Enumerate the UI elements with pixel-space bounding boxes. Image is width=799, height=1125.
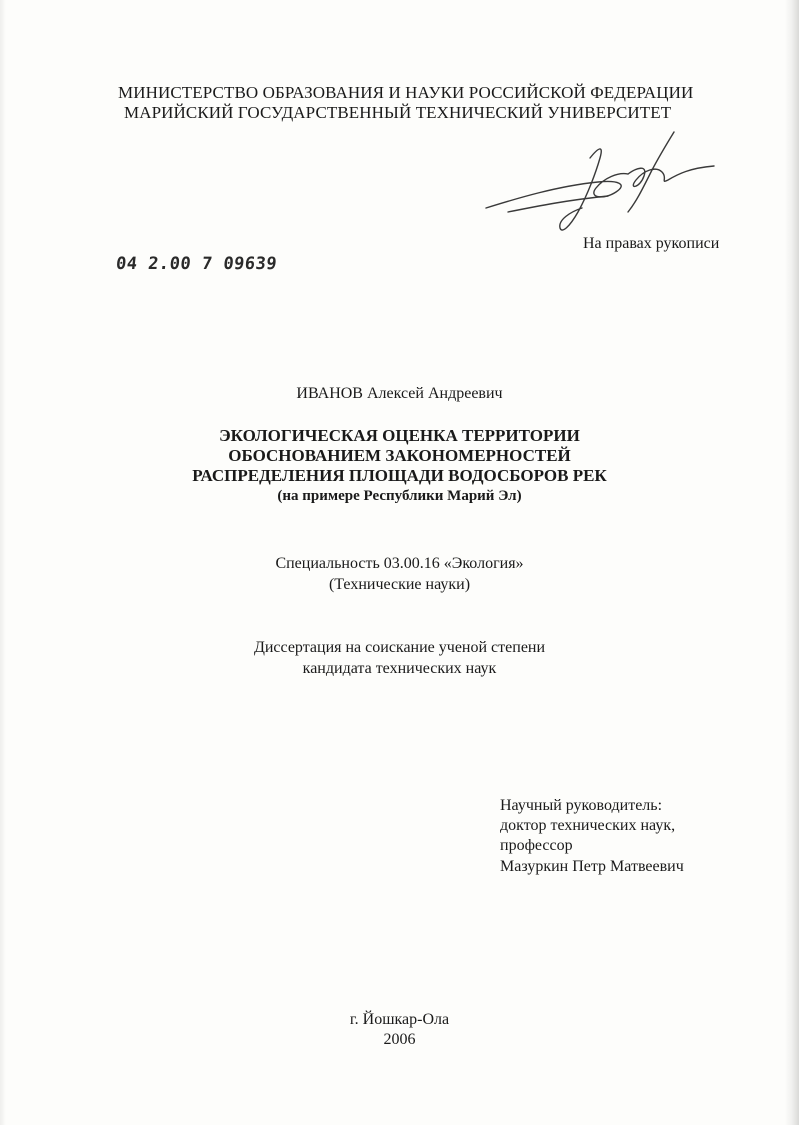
ministry-heading: МИНИСТЕРСТВО ОБРАЗОВАНИЯ И НАУКИ РОССИЙСКОЙ ФЕДЕРАЦИИ: [118, 83, 694, 102]
city: г. Йошкар-Ола: [349, 1011, 450, 1028]
supervisor-degree: доктор технических наук,: [500, 817, 676, 834]
year: 2006: [383, 1031, 416, 1048]
dissertation-purpose: Диссертация на соискание ученой степени: [253, 639, 546, 656]
dissertation-degree: кандидата технических наук: [302, 660, 497, 677]
supervisor-label: Научный руководитель:: [500, 797, 663, 814]
author-name: ИВАНОВ Алексей Андреевич: [296, 385, 503, 402]
handwritten-signature: [478, 128, 728, 240]
registration-stamp-number: 04 2.00 7 09639: [114, 254, 279, 274]
title-line-1: ЭКОЛОГИЧЕСКАЯ ОЦЕНКА ТЕРРИТОРИИ: [219, 426, 580, 445]
title-subtitle: (на примере Республики Марий Эл): [277, 488, 522, 504]
university-heading: МАРИЙСКИЙ ГОСУДАРСТВЕННЫЙ ТЕХНИЧЕСКИЙ УНИВЕРСИТЕТ: [124, 103, 672, 122]
title-line-3: РАСПРЕДЕЛЕНИЯ ПЛОЩАДИ ВОДОСБОРОВ РЕК: [192, 466, 607, 485]
specialty-line: Специальность 03.00.16 «Экология»: [275, 555, 524, 572]
manuscript-rights-note: На правах рукописи: [583, 235, 720, 252]
title-line-2: ОБОСНОВАНИЕМ ЗАКОНОМЕРНОСТЕЙ: [228, 446, 571, 465]
specialty-field: (Технические науки): [328, 576, 471, 593]
supervisor-name: Мазуркин Петр Матвеевич: [500, 858, 684, 875]
supervisor-title: профессор: [500, 837, 573, 854]
